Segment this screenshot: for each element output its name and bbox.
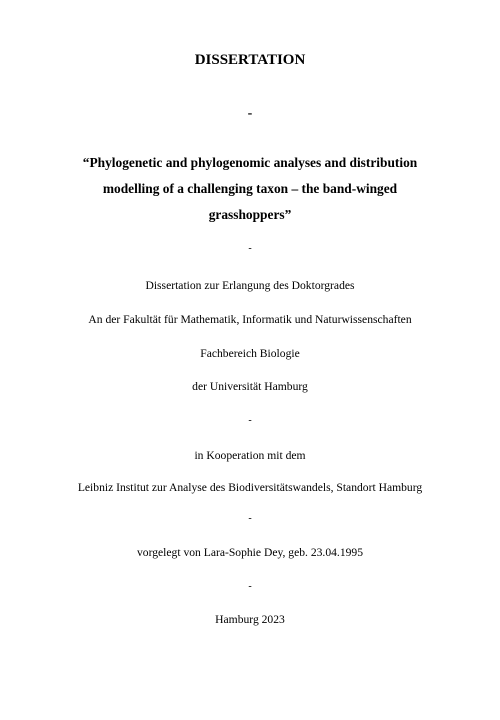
university-line: der Universität Hamburg — [192, 380, 308, 393]
separator-2: - — [248, 415, 252, 426]
department-line: Fachbereich Biologie — [200, 347, 300, 360]
cooperation-intro-line: in Kooperation mit dem — [194, 449, 306, 462]
separator-3: - — [248, 513, 252, 524]
faculty-line: An der Fakultät für Mathematik, Informatik und Naturwissenschaften — [88, 313, 412, 326]
separator-bold: - — [247, 106, 253, 121]
document-heading: DISSERTATION — [194, 52, 306, 68]
separator-4: - — [248, 581, 252, 592]
dissertation-title: “Phylogenetic and phylogenomic analyses and distribution modelling of a challenging taxon – the band-winged grasshoppers” — [82, 155, 418, 222]
cooperation-institute-line: Leibniz Institut zur Analyse des Biodiversitätswandels, Standort Hamburg — [77, 481, 423, 494]
place-year-line: Hamburg 2023 — [215, 613, 285, 626]
separator-1: - — [248, 243, 252, 254]
degree-purpose-line: Dissertation zur Erlangung des Doktorgrades — [145, 279, 355, 292]
author-line: vorgelegt von Lara-Sophie Dey, geb. 23.04.1995 — [136, 546, 364, 559]
